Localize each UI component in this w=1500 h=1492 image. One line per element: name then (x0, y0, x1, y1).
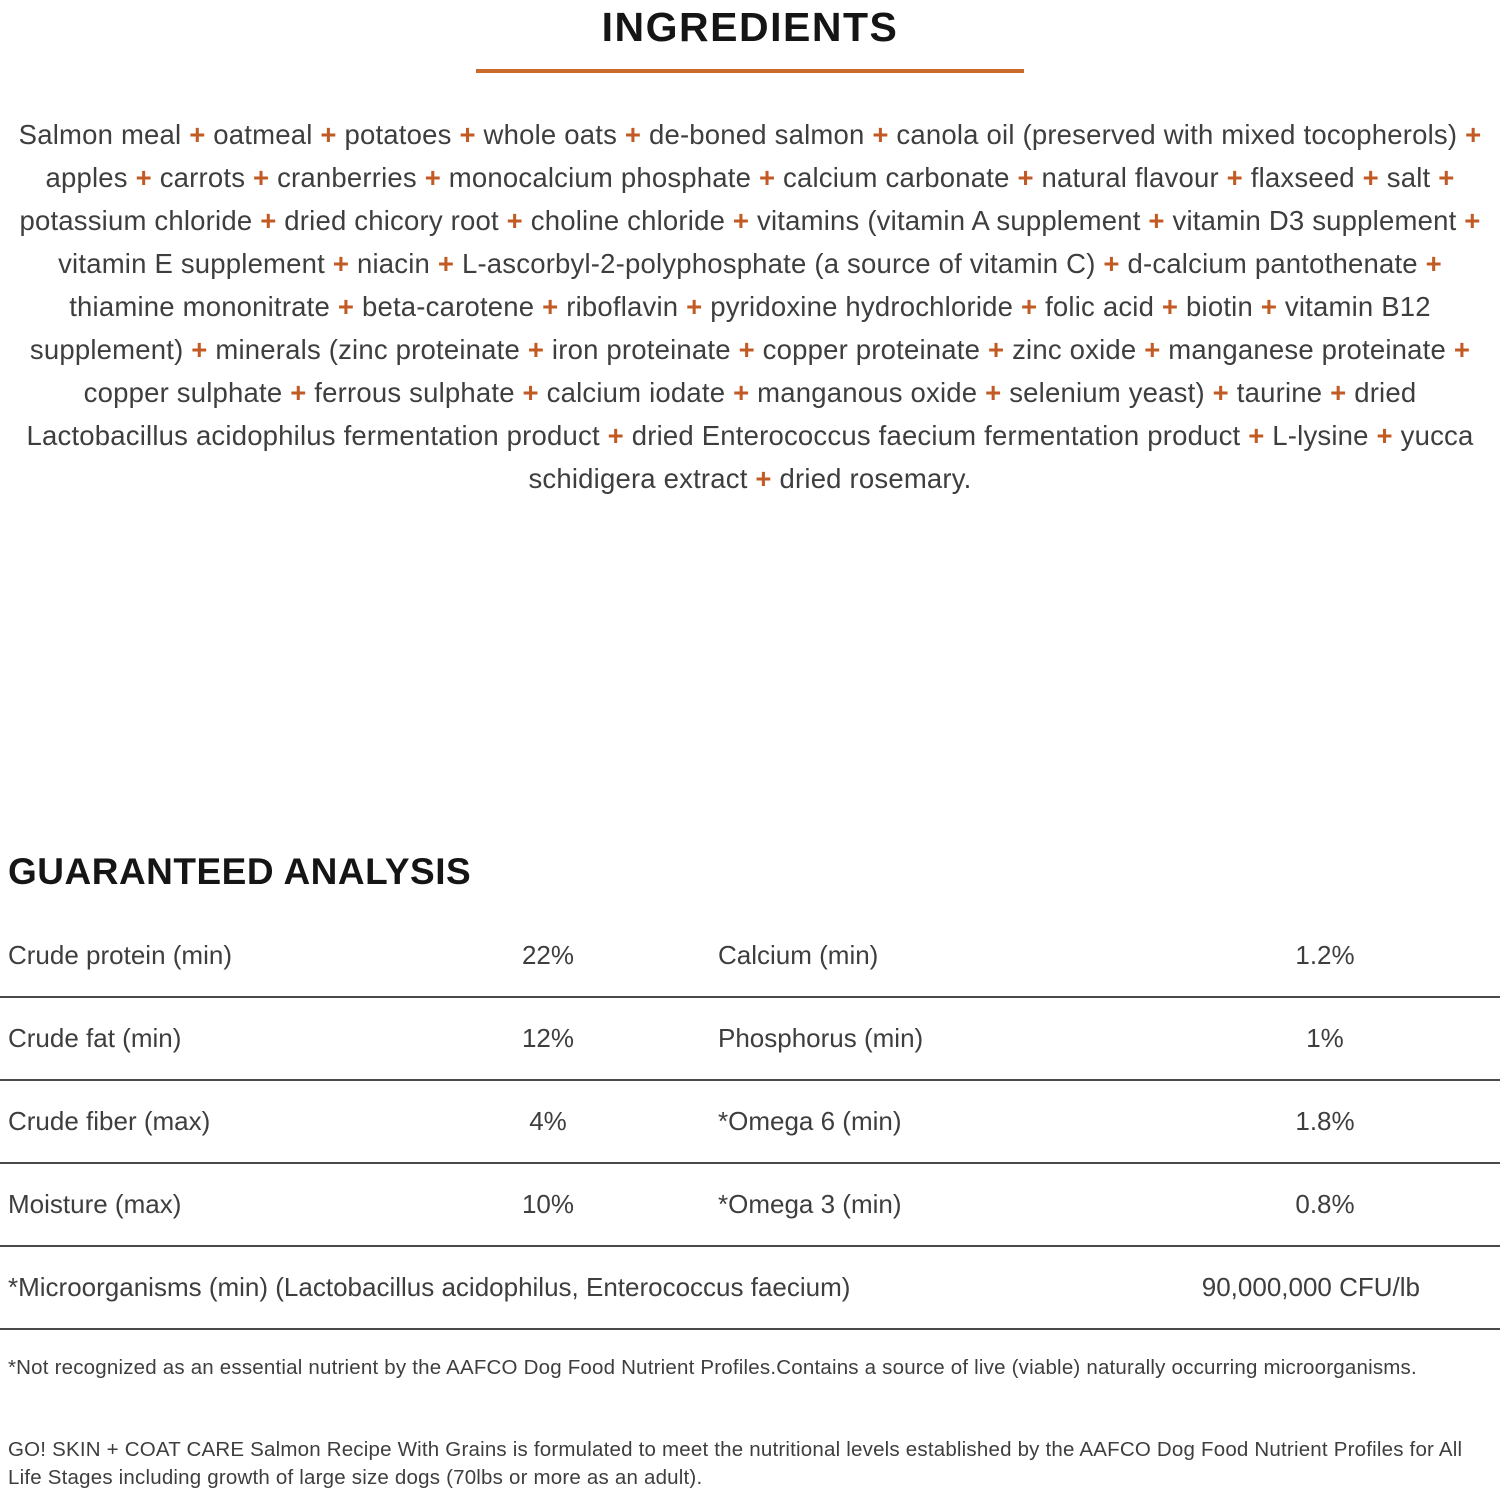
guaranteed-analysis-section (0, 852, 1500, 1330)
plus-separator: + (1103, 248, 1120, 279)
nutrient-value: 10% (521, 1189, 575, 1219)
plus-separator: + (332, 248, 350, 279)
ingredients-heading: INGREDIENTS (601, 4, 899, 50)
nutrient-label: Crude protein (min) (8, 940, 232, 970)
plus-separator: + (1248, 420, 1265, 451)
plus-separator: + (522, 377, 539, 408)
plus-separator: + (732, 205, 750, 236)
plus-separator: + (1464, 205, 1481, 236)
formulation-statement: GO! SKIN + COAT CARE Salmon Recipe With Grains is formulated to meet the nutritional levels established by the AAFCO Dog Food Nutrient Profiles for All Life Stages including growth of large size dogs (70lbs or more as an adult). (8, 1438, 1463, 1489)
plus-separator: + (758, 162, 776, 193)
plus-separator: + (1020, 291, 1038, 322)
plus-separator: + (320, 119, 337, 150)
nutrient-label: Moisture (max) (8, 1189, 182, 1219)
plus-separator: + (290, 377, 307, 408)
microorganisms-row (0, 1247, 1500, 1330)
plus-separator: + (1148, 205, 1165, 236)
plus-separator: + (1226, 162, 1243, 193)
nutrient-label: Calcium (min) (718, 940, 879, 970)
aafco-footnote: *Not recognized as an essential nutrient by the AAFCO Dog Food Nutrient Profiles.Contains a source of live (viable) naturally occurring microorganisms. (8, 1356, 1417, 1379)
plus-separator: + (189, 119, 206, 150)
plus-separator: + (337, 291, 355, 322)
table-row (0, 1081, 1500, 1164)
nutrient-value: 22% (521, 940, 575, 970)
plus-separator: + (527, 334, 545, 365)
plus-separator: + (1144, 334, 1161, 365)
plus-separator: + (1376, 420, 1393, 451)
nutrient-value: 90,000,000 CFU/lb (1201, 1272, 1420, 1302)
plus-separator: + (424, 162, 441, 193)
plus-separator: + (437, 248, 455, 279)
table-row (0, 1164, 1500, 1247)
nutrient-label: Crude fiber (max) (8, 1106, 211, 1136)
plus-separator: + (985, 377, 1002, 408)
plus-separator: + (1330, 377, 1347, 408)
plus-separator: + (191, 334, 208, 365)
nutrient-value: 1.8% (1295, 1106, 1355, 1136)
plus-separator: + (1465, 119, 1482, 150)
nutrient-label: *Microorganisms (min) (Lactobacillus acidophilus, Enterococcus faecium) (8, 1272, 851, 1302)
table-row (0, 915, 1500, 998)
plus-separator: + (135, 162, 152, 193)
plus-separator: + (1425, 248, 1442, 279)
guaranteed-analysis-heading: GUARANTEED ANALYSIS (8, 851, 472, 892)
plus-separator: + (260, 205, 277, 236)
plus-separator: + (1453, 334, 1471, 365)
plus-separator: + (1438, 162, 1455, 193)
plus-separator: + (459, 119, 476, 150)
nutrient-value: 1.2% (1295, 940, 1355, 970)
plus-separator: + (872, 119, 889, 150)
plus-separator: + (624, 119, 642, 150)
analysis-table (0, 915, 1500, 1330)
plus-separator: + (987, 334, 1005, 365)
nutrient-value: 1% (1306, 1023, 1344, 1053)
heading-underline (476, 69, 1024, 73)
plus-separator: + (506, 205, 523, 236)
nutrient-value: 12% (521, 1023, 575, 1053)
plus-separator: + (542, 291, 559, 322)
plus-separator: + (755, 463, 772, 494)
plus-separator: + (733, 377, 750, 408)
plus-separator: + (686, 291, 703, 322)
nutrient-label: *Omega 6 (min) (718, 1106, 902, 1136)
nutrient-label: Phosphorus (min) (718, 1023, 924, 1053)
nutrient-value: 0.8% (1295, 1189, 1355, 1219)
plus-separator: + (1161, 291, 1179, 322)
plus-separator: + (1017, 162, 1034, 193)
plus-separator: + (738, 334, 755, 365)
plus-separator: + (252, 162, 270, 193)
ingredients-text: Salmon meal + oatmeal + potatoes + whole oats + de-boned salmon + canola oil (preserved with mixed tocopherols) + apples + carrots + cranberries + monocalcium phosphate + calcium carbonate + natural flavour + flaxseed + salt + potassium chloride + dried chicory root + choline chloride + vitamins (vitamin A supplement + vitamin D3 supplement + vitamin E supplement + niacin + L-ascorbyl-2-polyphosphate (a source of vitamin C) + d-calcium pantothenate + thiamine mononitrate + beta-carotene + riboflavin + pyridoxine hydrochloride + folic acid + biotin + vitamin B12 supplement) + minerals (zinc proteinate + iron proteinate + copper proteinate + zinc oxide + manganese proteinate + copper sulphate + ferrous sulphate + calcium iodate + manganous oxide + selenium yeast) + taurine + dried Lactobacillus acidophilus fermentation product + dried Enterococcus faecium fermentation product + L-lysine + yucca schidigera extract + dried rosemary. (18, 119, 1482, 494)
nutrient-label: Crude fat (min) (8, 1023, 182, 1053)
plus-separator: + (1362, 162, 1379, 193)
nutrient-value: 4% (529, 1106, 567, 1136)
ingredients-section (0, 0, 1500, 500)
nutrient-label: *Omega 3 (min) (718, 1189, 902, 1219)
table-row (0, 998, 1500, 1081)
plus-separator: + (1260, 291, 1278, 322)
plus-separator: + (607, 420, 624, 451)
plus-separator: + (1212, 377, 1229, 408)
